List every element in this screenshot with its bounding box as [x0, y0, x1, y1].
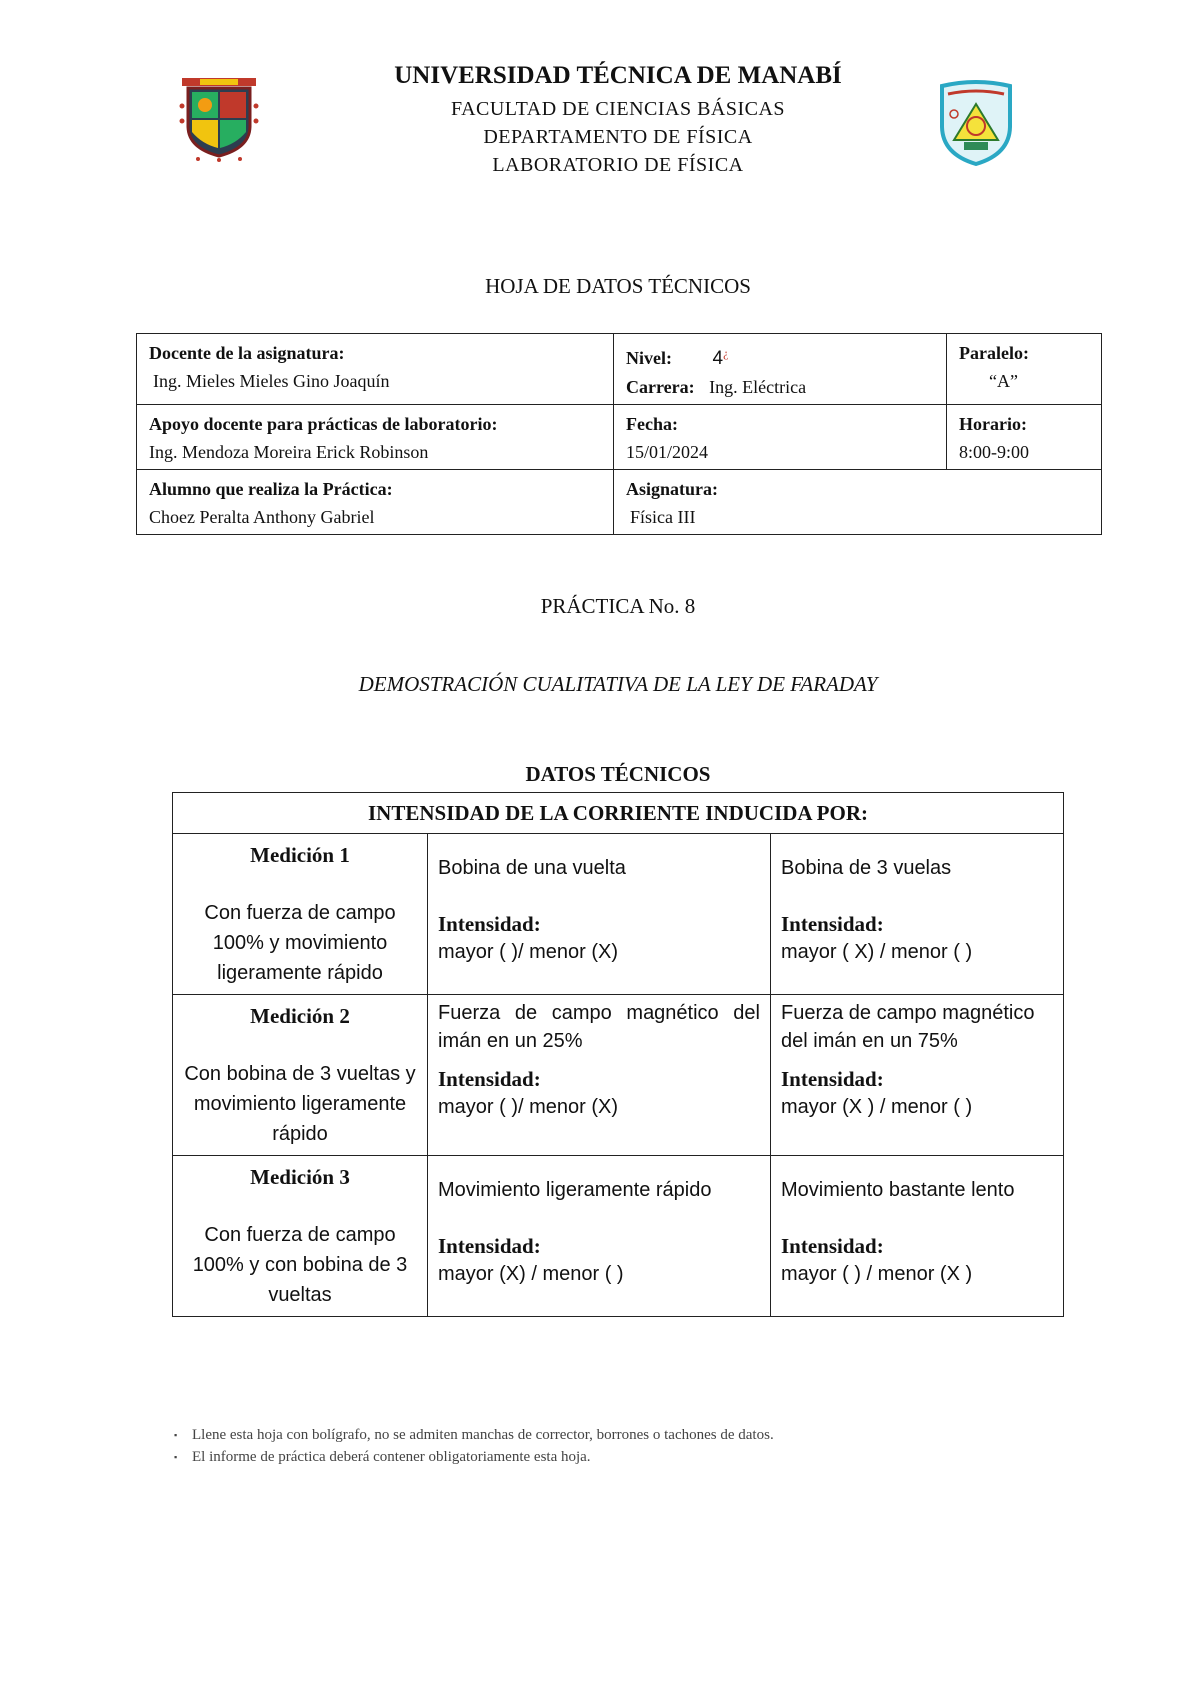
intensity-label: Intensidad: — [781, 1067, 884, 1091]
practice-number: PRÁCTICA No. 8 — [540, 594, 696, 618]
fecha-label: Fecha: — [626, 414, 678, 434]
docente-value: Ing. Mieles Mieles Gino Joaquín — [153, 371, 390, 391]
intensity-label: Intensidad: — [781, 1234, 884, 1258]
option-cell — [771, 1156, 1064, 1317]
intensity-label: Intensidad: — [781, 912, 884, 936]
option-description: Movimiento ligeramente rápido — [438, 1179, 712, 1201]
paralelo-cell — [947, 334, 1102, 405]
fecha-cell — [614, 405, 947, 470]
table-row — [173, 1156, 1064, 1317]
alumno-cell — [137, 470, 614, 535]
measurement-condition: Con bobina de 3 vueltas y movimiento ligeramente rápido — [184, 1063, 416, 1145]
data-section-title: DATOS TÉCNICOS — [525, 762, 711, 786]
table-header-row — [173, 793, 1064, 834]
info-row — [137, 405, 1102, 470]
notes-list — [192, 1424, 774, 1468]
info-row — [137, 334, 1102, 405]
asignatura-value: Física III — [630, 507, 696, 527]
option-cell — [428, 995, 771, 1156]
horario-label: Horario: — [959, 414, 1027, 434]
nivel-carrera-cell — [614, 334, 947, 405]
carrera-label: Carrera: — [626, 377, 695, 397]
intensity-label: Intensidad: — [438, 912, 541, 936]
measurement-condition: Con fuerza de campo 100% y movimiento ligeramente rápido — [204, 902, 396, 984]
horario-value: 8:00-9:00 — [959, 442, 1029, 462]
faculty-name: FACULTAD DE CIENCIAS BÁSICAS — [450, 98, 786, 120]
option-cell — [428, 834, 771, 995]
option-description: Bobina de 3 vuelas — [781, 857, 952, 879]
paralelo-label: Paralelo: — [959, 343, 1029, 363]
measurement-cell — [173, 995, 428, 1156]
university-name: UNIVERSIDAD TÉCNICA DE MANABÍ — [394, 62, 842, 89]
paralelo-value: “A” — [989, 371, 1018, 391]
horario-cell — [947, 405, 1102, 470]
info-row — [137, 470, 1102, 535]
intensity-result: mayor (X ) / menor ( ) — [781, 1096, 973, 1118]
option-description: Fuerza de campo magnético del imán en un 25% — [438, 1002, 760, 1052]
option-cell — [428, 1156, 771, 1317]
nivel-value: 4 — [712, 348, 724, 369]
alumno-value: Choez Peralta Anthony Gabriel — [149, 507, 375, 527]
measurements-table — [172, 792, 1064, 1317]
fecha-value: 15/01/2024 — [626, 442, 709, 462]
measurement-cell — [173, 1156, 428, 1317]
list-item: ▪ Llene esta hoja con bolígrafo, no se admiten manchas de corrector, borrones o tachones de datos. — [192, 1424, 774, 1446]
table-header: INTENSIDAD DE LA CORRIENTE INDUCIDA POR: — [173, 793, 1064, 834]
intensity-label: Intensidad: — [438, 1234, 541, 1258]
apoyo-cell — [137, 405, 614, 470]
carrera-value: Ing. Eléctrica — [709, 377, 807, 397]
nivel-superscript: ¿ — [723, 346, 729, 360]
option-description: Bobina de una vuelta — [438, 857, 626, 879]
measurement-title: Medición 3 — [250, 1165, 350, 1189]
docente-cell — [137, 334, 614, 405]
info-table — [136, 333, 1102, 535]
practice-subtitle: DEMOSTRACIÓN CUALITATIVA DE LA LEY DE FARADAY — [358, 672, 878, 696]
alumno-label: Alumno que realiza la Práctica: — [149, 479, 393, 499]
option-description: Movimiento bastante lento — [781, 1179, 1015, 1201]
option-cell — [771, 834, 1064, 995]
list-item: ▪ El informe de práctica deberá contener obligatoriamente esta hoja. — [192, 1446, 774, 1468]
asignatura-label: Asignatura: — [626, 479, 719, 499]
intensity-result: mayor (X) / menor ( ) — [438, 1263, 624, 1285]
table-row — [173, 995, 1064, 1156]
intensity-result: mayor ( )/ menor (X) — [438, 1096, 619, 1118]
apoyo-label: Apoyo docente para prácticas de laboratorio: — [149, 414, 498, 434]
intensity-result: mayor ( X) / menor ( ) — [781, 941, 973, 963]
measurement-title: Medición 1 — [250, 843, 350, 867]
option-description: Fuerza de campo magnético del imán en un 75% — [781, 1002, 1035, 1052]
nivel-label: Nivel: — [626, 348, 672, 368]
department-name: DEPARTAMENTO DE FÍSICA — [483, 126, 753, 148]
measurement-cell — [173, 834, 428, 995]
intensity-result: mayor ( ) / menor (X ) — [781, 1263, 973, 1285]
apoyo-value: Ing. Mendoza Moreira Erick Robinson — [149, 442, 429, 462]
measurement-condition: Con fuerza de campo 100% y con bobina de 3 vueltas — [192, 1224, 408, 1306]
option-cell — [771, 995, 1064, 1156]
intensity-label: Intensidad: — [438, 1067, 541, 1091]
measurement-title: Medición 2 — [250, 1004, 350, 1028]
intensity-result: mayor ( )/ menor (X) — [438, 941, 619, 963]
document-title: HOJA DE DATOS TÉCNICOS — [485, 274, 751, 298]
asignatura-cell — [614, 470, 1102, 535]
docente-label: Docente de la asignatura: — [149, 343, 345, 363]
table-row — [173, 834, 1064, 995]
laboratory-name: LABORATORIO DE FÍSICA — [492, 154, 744, 176]
